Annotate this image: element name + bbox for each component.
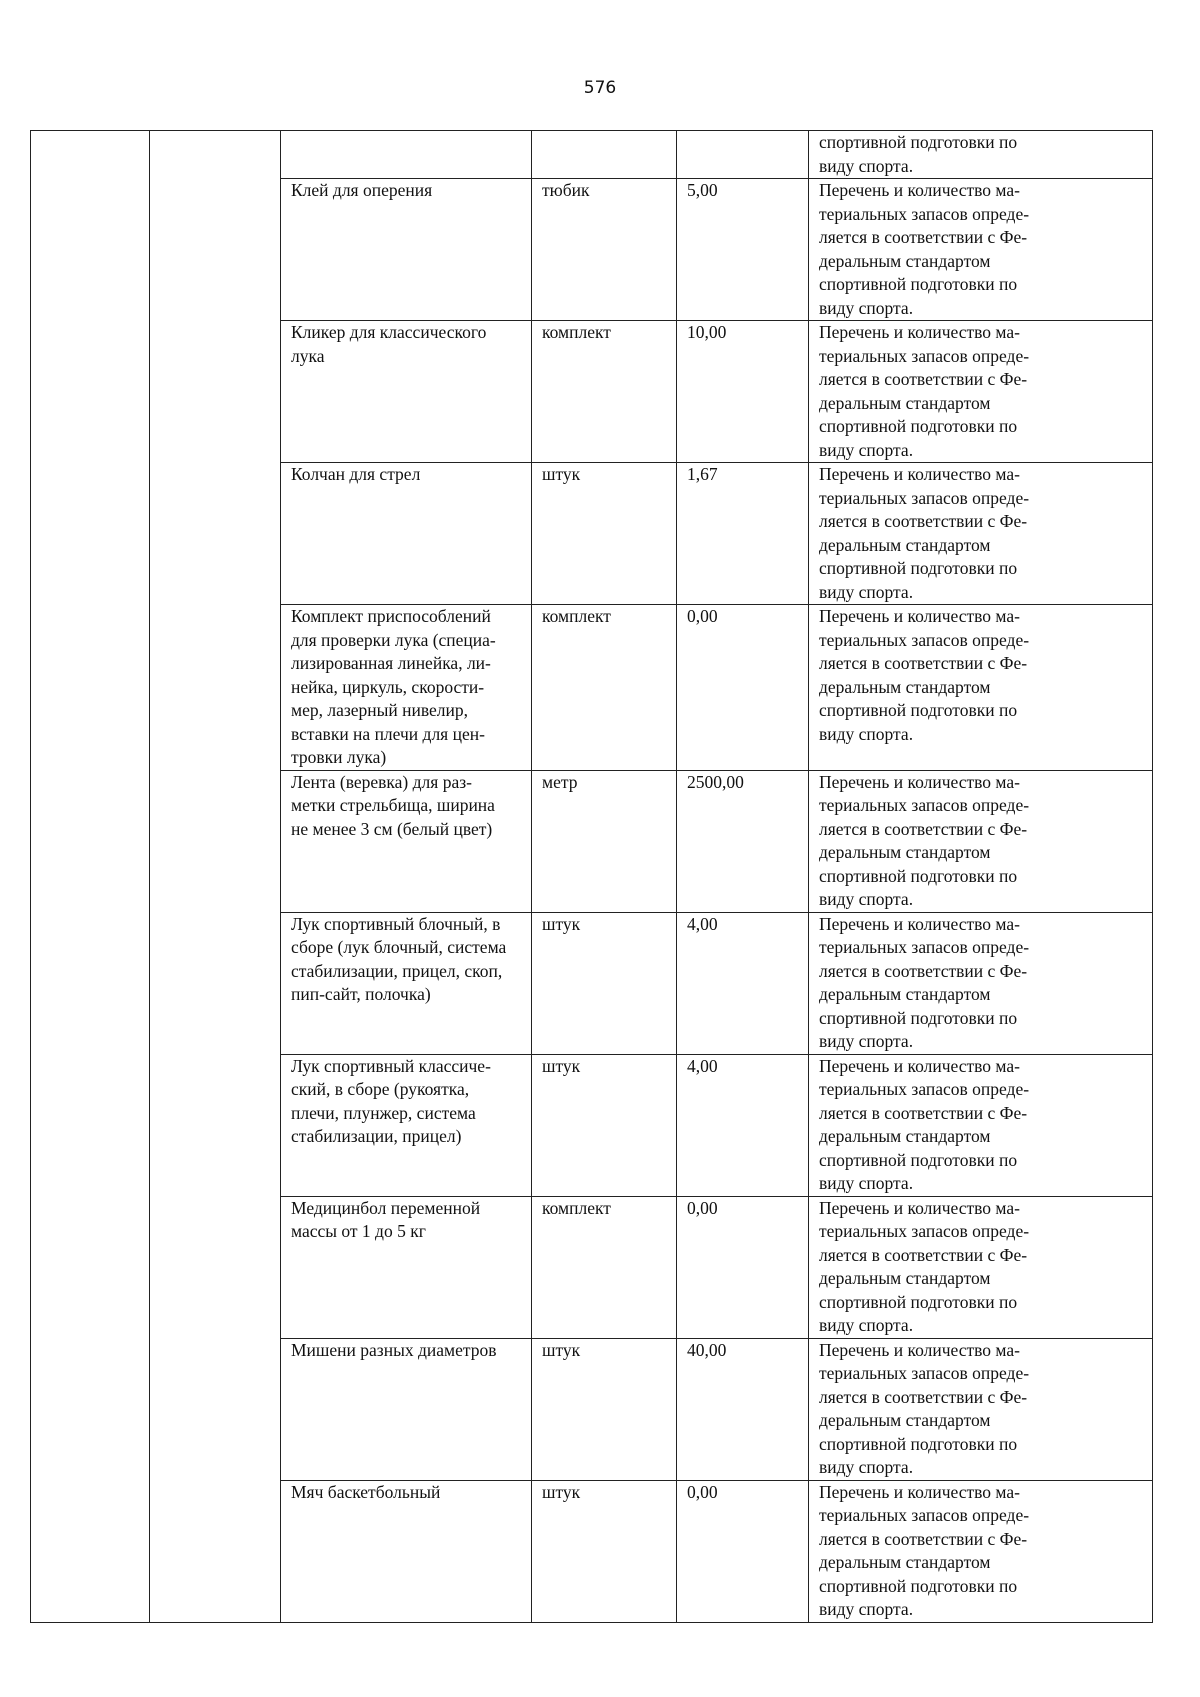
item-qty: 40,00 <box>687 1339 727 1360</box>
item-qty: 0,00 <box>687 606 718 626</box>
note-cell <box>809 131 1153 179</box>
item-unit: комплект <box>542 322 611 342</box>
note-cell <box>809 605 1153 771</box>
item-qty: 4,00 <box>687 913 718 934</box>
item-unit: комплект <box>542 1197 611 1218</box>
note-cell <box>809 1480 1153 1622</box>
qty-cell <box>677 912 809 1054</box>
item-name: Мяч баскетбольный <box>291 1481 441 1502</box>
item-qty: 1,67 <box>687 464 718 484</box>
qty-cell <box>677 1338 809 1480</box>
item-qty: 0,00 <box>687 1481 718 1502</box>
qty-cell <box>677 463 809 605</box>
item-unit: штук <box>542 1055 581 1076</box>
item-name-cell <box>281 1196 532 1338</box>
item-note: Перечень и количество ма- териальных запасов опреде- ляется в соответствии с Фе- деральным стандартом спортивной подготовки по виду спорта. <box>819 913 1030 1051</box>
item-unit: комплект <box>542 606 611 626</box>
item-note: Перечень и количество ма- териальных запасов опреде- ляется в соответствии с Фе- деральным стандартом спортивной подготовки по виду спорта. <box>819 606 1030 744</box>
unit-cell <box>532 1480 677 1622</box>
item-qty: 10,00 <box>687 322 727 342</box>
unit-cell <box>532 179 677 321</box>
item-name-cell <box>281 1054 532 1196</box>
item-name-cell <box>281 179 532 321</box>
item-name: Колчан для стрел <box>291 464 421 484</box>
item-qty: 0,00 <box>687 1197 718 1218</box>
item-name-cell <box>281 770 532 912</box>
item-note: спортивной подготовки по виду спорта. <box>819 132 1018 176</box>
unit-cell <box>532 605 677 771</box>
item-note: Перечень и количество ма- териальных запасов опреде- ляется в соответствии с Фе- деральным стандартом спортивной подготовки по виду спорта. <box>819 1481 1030 1619</box>
note-cell <box>809 1054 1153 1196</box>
item-note: Перечень и количество ма- териальных запасов опреде- ляется в соответствии с Фе- деральным стандартом спортивной подготовки по виду спорта. <box>819 1055 1030 1193</box>
item-unit: тюбик <box>542 180 590 200</box>
unit-cell <box>532 321 677 463</box>
item-unit: метр <box>542 771 578 792</box>
item-name: Кликер для классического лука <box>291 322 487 366</box>
item-name: Клей для оперения <box>291 180 433 200</box>
item-unit: штук <box>542 913 581 934</box>
note-cell <box>809 1196 1153 1338</box>
page-number: 576 <box>583 78 617 98</box>
unit-cell <box>532 912 677 1054</box>
qty-cell <box>677 770 809 912</box>
note-cell <box>809 179 1153 321</box>
item-note: Перечень и количество ма- териальных запасов опреде- ляется в соответствии с Фе- деральным стандартом спортивной подготовки по виду спорта. <box>819 464 1030 602</box>
note-cell <box>809 770 1153 912</box>
item-unit: штук <box>542 1339 581 1360</box>
qty-cell <box>677 179 809 321</box>
note-cell <box>809 1338 1153 1480</box>
item-name: Лук спортивный блочный, в сборе (лук блочный, система стабилизации, прицел, скоп, пип-сайт, полочка) <box>291 913 507 1004</box>
item-name-cell <box>281 321 532 463</box>
qty-cell <box>677 131 809 179</box>
item-qty: 4,00 <box>687 1055 718 1076</box>
item-note: Перечень и количество ма- териальных запасов опреде- ляется в соответствии с Фе- деральным стандартом спортивной подготовки по виду спорта. <box>819 771 1030 909</box>
item-name: Медицинбол переменной массы от 1 до 5 кг <box>291 1197 481 1241</box>
unit-cell <box>532 131 677 179</box>
item-note: Перечень и количество ма- териальных запасов опреде- ляется в соответствии с Фе- деральным стандартом спортивной подготовки по виду спорта. <box>819 322 1030 460</box>
unit-cell <box>532 1196 677 1338</box>
equipment-table <box>30 130 1153 1623</box>
item-note: Перечень и количество ма- териальных запасов опреде- ляется в соответствии с Фе- деральным стандартом спортивной подготовки по виду спорта. <box>819 1197 1030 1335</box>
item-name-cell <box>281 131 532 179</box>
item-name: Лента (веревка) для раз- метки стрельбища, ширина не менее 3 см (белый цвет) <box>291 771 495 839</box>
item-qty: 5,00 <box>687 180 718 200</box>
item-unit: штук <box>542 464 581 484</box>
unit-cell <box>532 1338 677 1480</box>
unit-cell <box>532 770 677 912</box>
item-qty: 2500,00 <box>687 771 744 792</box>
table-body <box>31 131 1153 1623</box>
qty-cell <box>677 1196 809 1338</box>
note-cell <box>809 912 1153 1054</box>
qty-cell <box>677 321 809 463</box>
table-row <box>31 131 1153 179</box>
item-note: Перечень и количество ма- териальных запасов опреде- ляется в соответствии с Фе- деральным стандартом спортивной подготовки по виду спорта. <box>819 180 1030 318</box>
qty-cell <box>677 1054 809 1196</box>
item-name: Комплект приспособлений для проверки лука (специа- лизированная линейка, ли- нейка, циркуль, скорости- мер, лазерный нивелир, вставки на плечи для цен- тровки лука) <box>291 606 496 767</box>
empty-col-1 <box>31 131 150 1623</box>
qty-cell <box>677 1480 809 1622</box>
qty-cell <box>677 605 809 771</box>
item-name-cell <box>281 605 532 771</box>
unit-cell <box>532 1054 677 1196</box>
item-name-cell <box>281 1338 532 1480</box>
item-note: Перечень и количество ма- териальных запасов опреде- ляется в соответствии с Фе- деральным стандартом спортивной подготовки по виду спорта. <box>819 1339 1030 1477</box>
item-name-cell <box>281 912 532 1054</box>
item-name-cell <box>281 1480 532 1622</box>
item-unit: штук <box>542 1481 581 1502</box>
empty-col-2 <box>150 131 281 1623</box>
note-cell <box>809 463 1153 605</box>
item-name: Лук спортивный классиче- ский, в сборе (рукоятка, плечи, плунжер, система стабилизации, прицел) <box>291 1055 491 1146</box>
note-cell <box>809 321 1153 463</box>
item-name-cell <box>281 463 532 605</box>
unit-cell <box>532 463 677 605</box>
item-name: Мишени разных диаметров <box>291 1339 497 1360</box>
